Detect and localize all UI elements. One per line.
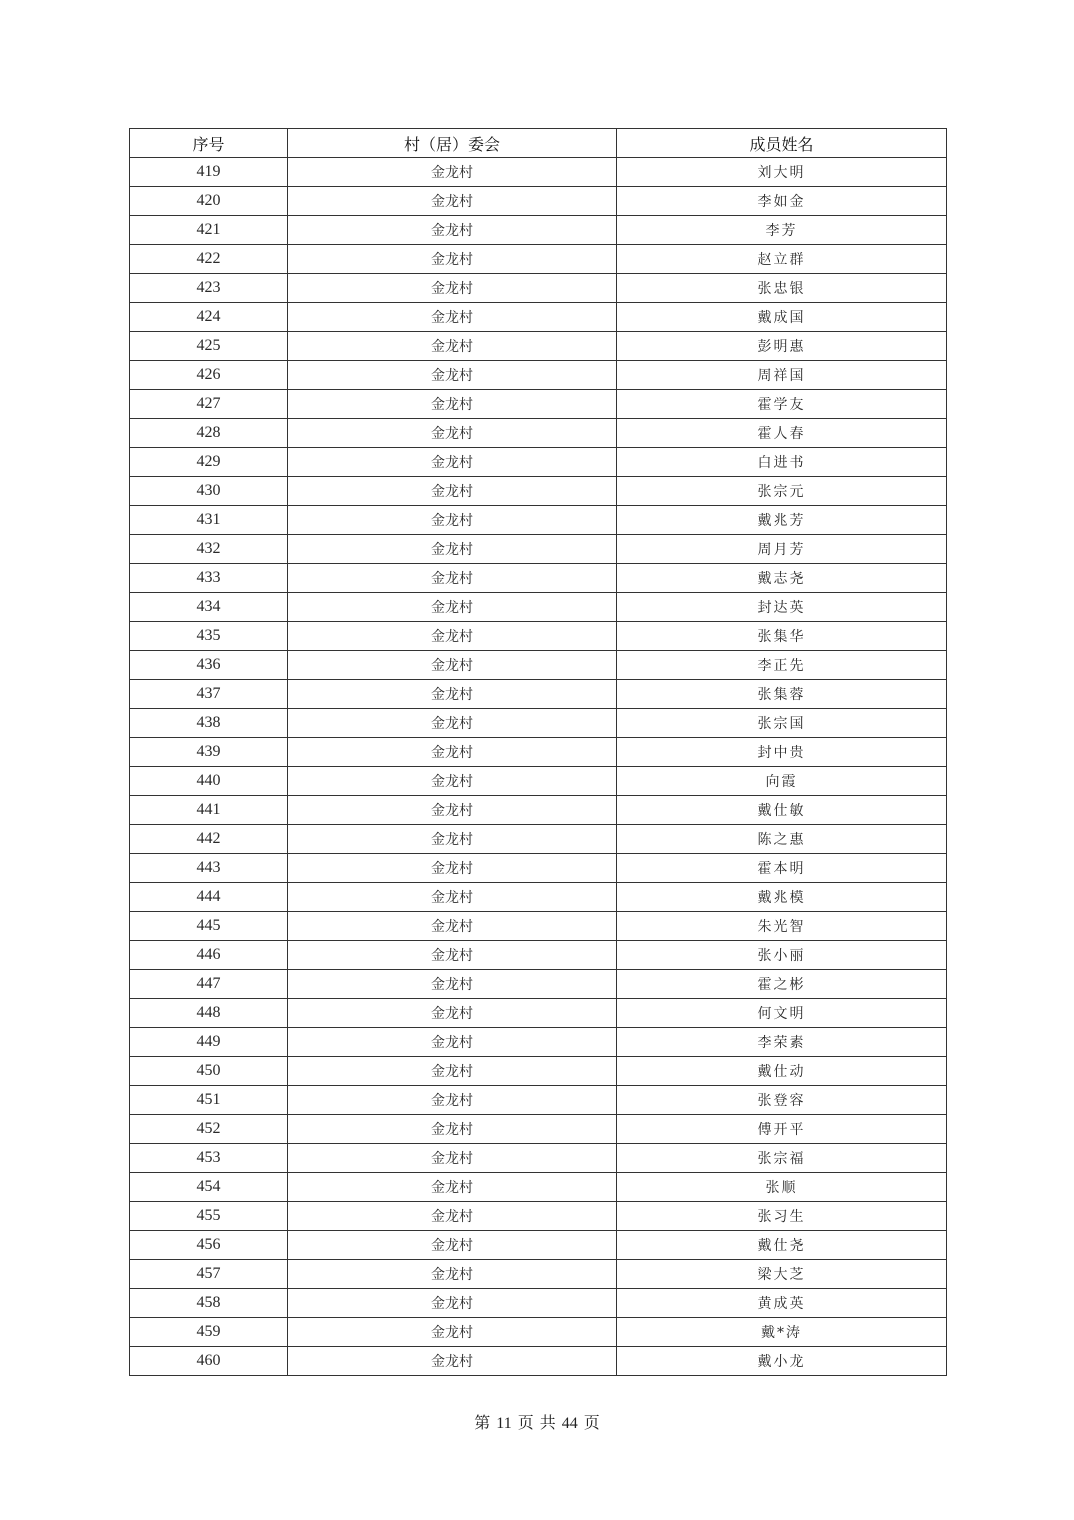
row-serial-cell: 425 bbox=[130, 332, 288, 361]
row-serial-cell: 448 bbox=[130, 999, 288, 1028]
row-committee-cell: 金龙村 bbox=[288, 912, 617, 941]
table-row bbox=[130, 1086, 947, 1115]
row-serial-cell: 426 bbox=[130, 361, 288, 390]
table-row bbox=[130, 1173, 947, 1202]
row-committee-cell: 金龙村 bbox=[288, 1028, 617, 1057]
page-footer bbox=[0, 1410, 1074, 1433]
table-row bbox=[130, 1144, 947, 1173]
row-committee-cell: 金龙村 bbox=[288, 477, 617, 506]
row-committee-cell: 金龙村 bbox=[288, 419, 617, 448]
row-committee-cell: 金龙村 bbox=[288, 738, 617, 767]
row-committee-cell: 金龙村 bbox=[288, 680, 617, 709]
row-serial-cell: 430 bbox=[130, 477, 288, 506]
row-committee-cell: 金龙村 bbox=[288, 245, 617, 274]
row-serial-cell: 421 bbox=[130, 216, 288, 245]
row-committee-cell: 金龙村 bbox=[288, 622, 617, 651]
row-member-name-cell: 李芳 bbox=[617, 216, 947, 245]
row-committee-cell: 金龙村 bbox=[288, 1318, 617, 1347]
table-row bbox=[130, 187, 947, 216]
table-row bbox=[130, 1318, 947, 1347]
row-committee-cell: 金龙村 bbox=[288, 448, 617, 477]
row-serial-cell: 423 bbox=[130, 274, 288, 303]
row-serial-cell: 453 bbox=[130, 1144, 288, 1173]
footer-total-suffix: 页 bbox=[583, 1415, 600, 1432]
table-row bbox=[130, 941, 947, 970]
row-member-name-cell: 戴仕动 bbox=[617, 1057, 947, 1086]
row-committee-cell: 金龙村 bbox=[288, 303, 617, 332]
row-committee-cell: 金龙村 bbox=[288, 709, 617, 738]
row-serial-cell: 427 bbox=[130, 390, 288, 419]
table-row bbox=[130, 1231, 947, 1260]
row-committee-cell: 金龙村 bbox=[288, 941, 617, 970]
row-serial-cell: 447 bbox=[130, 970, 288, 999]
row-member-name-cell: 赵立群 bbox=[617, 245, 947, 274]
table-row bbox=[130, 651, 947, 680]
row-serial-cell: 444 bbox=[130, 883, 288, 912]
row-committee-cell: 金龙村 bbox=[288, 1057, 617, 1086]
row-committee-cell: 金龙村 bbox=[288, 593, 617, 622]
row-serial-cell: 419 bbox=[130, 158, 288, 187]
row-serial-cell: 459 bbox=[130, 1318, 288, 1347]
row-committee-cell: 金龙村 bbox=[288, 535, 617, 564]
row-committee-cell: 金龙村 bbox=[288, 187, 617, 216]
table-row bbox=[130, 912, 947, 941]
table-row bbox=[130, 738, 947, 767]
column-header-committee: 村（居）委会 bbox=[288, 129, 617, 158]
row-member-name-cell: 戴仕尧 bbox=[617, 1231, 947, 1260]
row-committee-cell: 金龙村 bbox=[288, 796, 617, 825]
row-committee-cell: 金龙村 bbox=[288, 216, 617, 245]
table-row bbox=[130, 390, 947, 419]
footer-page-word: 页 bbox=[517, 1415, 534, 1432]
row-serial-cell: 431 bbox=[130, 506, 288, 535]
row-serial-cell: 435 bbox=[130, 622, 288, 651]
row-committee-cell: 金龙村 bbox=[288, 883, 617, 912]
row-serial-cell: 424 bbox=[130, 303, 288, 332]
row-serial-cell: 434 bbox=[130, 593, 288, 622]
row-committee-cell: 金龙村 bbox=[288, 158, 617, 187]
row-committee-cell: 金龙村 bbox=[288, 1202, 617, 1231]
row-serial-cell: 454 bbox=[130, 1173, 288, 1202]
table-row bbox=[130, 216, 947, 245]
row-committee-cell: 金龙村 bbox=[288, 651, 617, 680]
row-committee-cell: 金龙村 bbox=[288, 274, 617, 303]
table-header-row bbox=[130, 129, 947, 158]
table-row bbox=[130, 1347, 947, 1376]
table-row bbox=[130, 999, 947, 1028]
row-member-name-cell: 张集华 bbox=[617, 622, 947, 651]
row-committee-cell: 金龙村 bbox=[288, 825, 617, 854]
row-committee-cell: 金龙村 bbox=[288, 1231, 617, 1260]
row-member-name-cell: 戴兆芳 bbox=[617, 506, 947, 535]
table-row bbox=[130, 593, 947, 622]
row-member-name-cell: 张习生 bbox=[617, 1202, 947, 1231]
row-committee-cell: 金龙村 bbox=[288, 999, 617, 1028]
table-row bbox=[130, 1202, 947, 1231]
row-serial-cell: 429 bbox=[130, 448, 288, 477]
row-serial-cell: 458 bbox=[130, 1289, 288, 1318]
table-row bbox=[130, 303, 947, 332]
row-serial-cell: 457 bbox=[130, 1260, 288, 1289]
table-row bbox=[130, 883, 947, 912]
row-member-name-cell: 霍本明 bbox=[617, 854, 947, 883]
row-member-name-cell: 张宗福 bbox=[617, 1144, 947, 1173]
row-serial-cell: 449 bbox=[130, 1028, 288, 1057]
footer-page-total: 44 bbox=[561, 1415, 578, 1432]
table-row bbox=[130, 1057, 947, 1086]
table-row bbox=[130, 274, 947, 303]
row-member-name-cell: 朱光智 bbox=[617, 912, 947, 941]
table-row bbox=[130, 448, 947, 477]
row-committee-cell: 金龙村 bbox=[288, 854, 617, 883]
table-row bbox=[130, 1028, 947, 1057]
row-committee-cell: 金龙村 bbox=[288, 361, 617, 390]
table-body bbox=[130, 158, 947, 1376]
table-row bbox=[130, 767, 947, 796]
row-committee-cell: 金龙村 bbox=[288, 767, 617, 796]
table-row bbox=[130, 477, 947, 506]
row-member-name-cell: 张顺 bbox=[617, 1173, 947, 1202]
row-serial-cell: 436 bbox=[130, 651, 288, 680]
table-row bbox=[130, 506, 947, 535]
table-row bbox=[130, 361, 947, 390]
row-serial-cell: 443 bbox=[130, 854, 288, 883]
row-member-name-cell: 张登容 bbox=[617, 1086, 947, 1115]
table-row bbox=[130, 419, 947, 448]
row-member-name-cell: 戴小龙 bbox=[617, 1347, 947, 1376]
row-member-name-cell: 陈之惠 bbox=[617, 825, 947, 854]
row-member-name-cell: 张小丽 bbox=[617, 941, 947, 970]
row-committee-cell: 金龙村 bbox=[288, 390, 617, 419]
table-row bbox=[130, 1115, 947, 1144]
row-serial-cell: 450 bbox=[130, 1057, 288, 1086]
row-serial-cell: 452 bbox=[130, 1115, 288, 1144]
table-row bbox=[130, 332, 947, 361]
table-row bbox=[130, 564, 947, 593]
table-row bbox=[130, 970, 947, 999]
row-member-name-cell: 周祥国 bbox=[617, 361, 947, 390]
row-serial-cell: 437 bbox=[130, 680, 288, 709]
row-serial-cell: 433 bbox=[130, 564, 288, 593]
member-table bbox=[129, 128, 947, 1376]
footer-total-prefix: 共 bbox=[539, 1415, 556, 1432]
row-committee-cell: 金龙村 bbox=[288, 1086, 617, 1115]
row-committee-cell: 金龙村 bbox=[288, 1144, 617, 1173]
row-member-name-cell: 李荣素 bbox=[617, 1028, 947, 1057]
row-committee-cell: 金龙村 bbox=[288, 1347, 617, 1376]
table-row bbox=[130, 709, 947, 738]
row-committee-cell: 金龙村 bbox=[288, 332, 617, 361]
row-member-name-cell: 封中贵 bbox=[617, 738, 947, 767]
table-row bbox=[130, 622, 947, 651]
row-serial-cell: 428 bbox=[130, 419, 288, 448]
table-row bbox=[130, 680, 947, 709]
row-member-name-cell: 戴志尧 bbox=[617, 564, 947, 593]
row-member-name-cell: 戴仕敏 bbox=[617, 796, 947, 825]
row-member-name-cell: 张集蓉 bbox=[617, 680, 947, 709]
row-member-name-cell: 戴成国 bbox=[617, 303, 947, 332]
row-member-name-cell: 傅开平 bbox=[617, 1115, 947, 1144]
row-serial-cell: 422 bbox=[130, 245, 288, 274]
table-row bbox=[130, 1289, 947, 1318]
row-committee-cell: 金龙村 bbox=[288, 1115, 617, 1144]
row-serial-cell: 441 bbox=[130, 796, 288, 825]
row-member-name-cell: 梁大芝 bbox=[617, 1260, 947, 1289]
row-member-name-cell: 张忠银 bbox=[617, 274, 947, 303]
row-member-name-cell: 彭明惠 bbox=[617, 332, 947, 361]
row-member-name-cell: 封达英 bbox=[617, 593, 947, 622]
row-serial-cell: 451 bbox=[130, 1086, 288, 1115]
row-member-name-cell: 刘大明 bbox=[617, 158, 947, 187]
table-row bbox=[130, 854, 947, 883]
row-serial-cell: 456 bbox=[130, 1231, 288, 1260]
row-committee-cell: 金龙村 bbox=[288, 564, 617, 593]
row-member-name-cell: 黄成英 bbox=[617, 1289, 947, 1318]
table-row bbox=[130, 796, 947, 825]
row-member-name-cell: 戴兆模 bbox=[617, 883, 947, 912]
row-serial-cell: 420 bbox=[130, 187, 288, 216]
row-member-name-cell: 张宗国 bbox=[617, 709, 947, 738]
row-serial-cell: 460 bbox=[130, 1347, 288, 1376]
row-member-name-cell: 张宗元 bbox=[617, 477, 947, 506]
column-header-serial: 序号 bbox=[130, 129, 288, 158]
table-row bbox=[130, 245, 947, 274]
table-row bbox=[130, 825, 947, 854]
row-member-name-cell: 白进书 bbox=[617, 448, 947, 477]
table-row bbox=[130, 535, 947, 564]
row-serial-cell: 432 bbox=[130, 535, 288, 564]
row-serial-cell: 445 bbox=[130, 912, 288, 941]
row-serial-cell: 455 bbox=[130, 1202, 288, 1231]
row-serial-cell: 439 bbox=[130, 738, 288, 767]
row-member-name-cell: 李正先 bbox=[617, 651, 947, 680]
row-member-name-cell: 向霞 bbox=[617, 767, 947, 796]
row-serial-cell: 440 bbox=[130, 767, 288, 796]
table-row bbox=[130, 1260, 947, 1289]
row-member-name-cell: 霍之彬 bbox=[617, 970, 947, 999]
row-member-name-cell: 戴*涛 bbox=[617, 1318, 947, 1347]
row-member-name-cell: 霍学友 bbox=[617, 390, 947, 419]
row-committee-cell: 金龙村 bbox=[288, 1260, 617, 1289]
row-member-name-cell: 周月芳 bbox=[617, 535, 947, 564]
row-serial-cell: 446 bbox=[130, 941, 288, 970]
row-serial-cell: 438 bbox=[130, 709, 288, 738]
row-member-name-cell: 李如金 bbox=[617, 187, 947, 216]
row-serial-cell: 442 bbox=[130, 825, 288, 854]
row-committee-cell: 金龙村 bbox=[288, 1289, 617, 1318]
row-member-name-cell: 何文明 bbox=[617, 999, 947, 1028]
row-committee-cell: 金龙村 bbox=[288, 970, 617, 999]
row-committee-cell: 金龙村 bbox=[288, 506, 617, 535]
footer-page-current: 11 bbox=[496, 1415, 512, 1432]
column-header-member-name: 成员姓名 bbox=[617, 129, 947, 158]
row-member-name-cell: 霍人春 bbox=[617, 419, 947, 448]
table-row bbox=[130, 158, 947, 187]
footer-page-prefix: 第 bbox=[474, 1415, 491, 1432]
row-committee-cell: 金龙村 bbox=[288, 1173, 617, 1202]
